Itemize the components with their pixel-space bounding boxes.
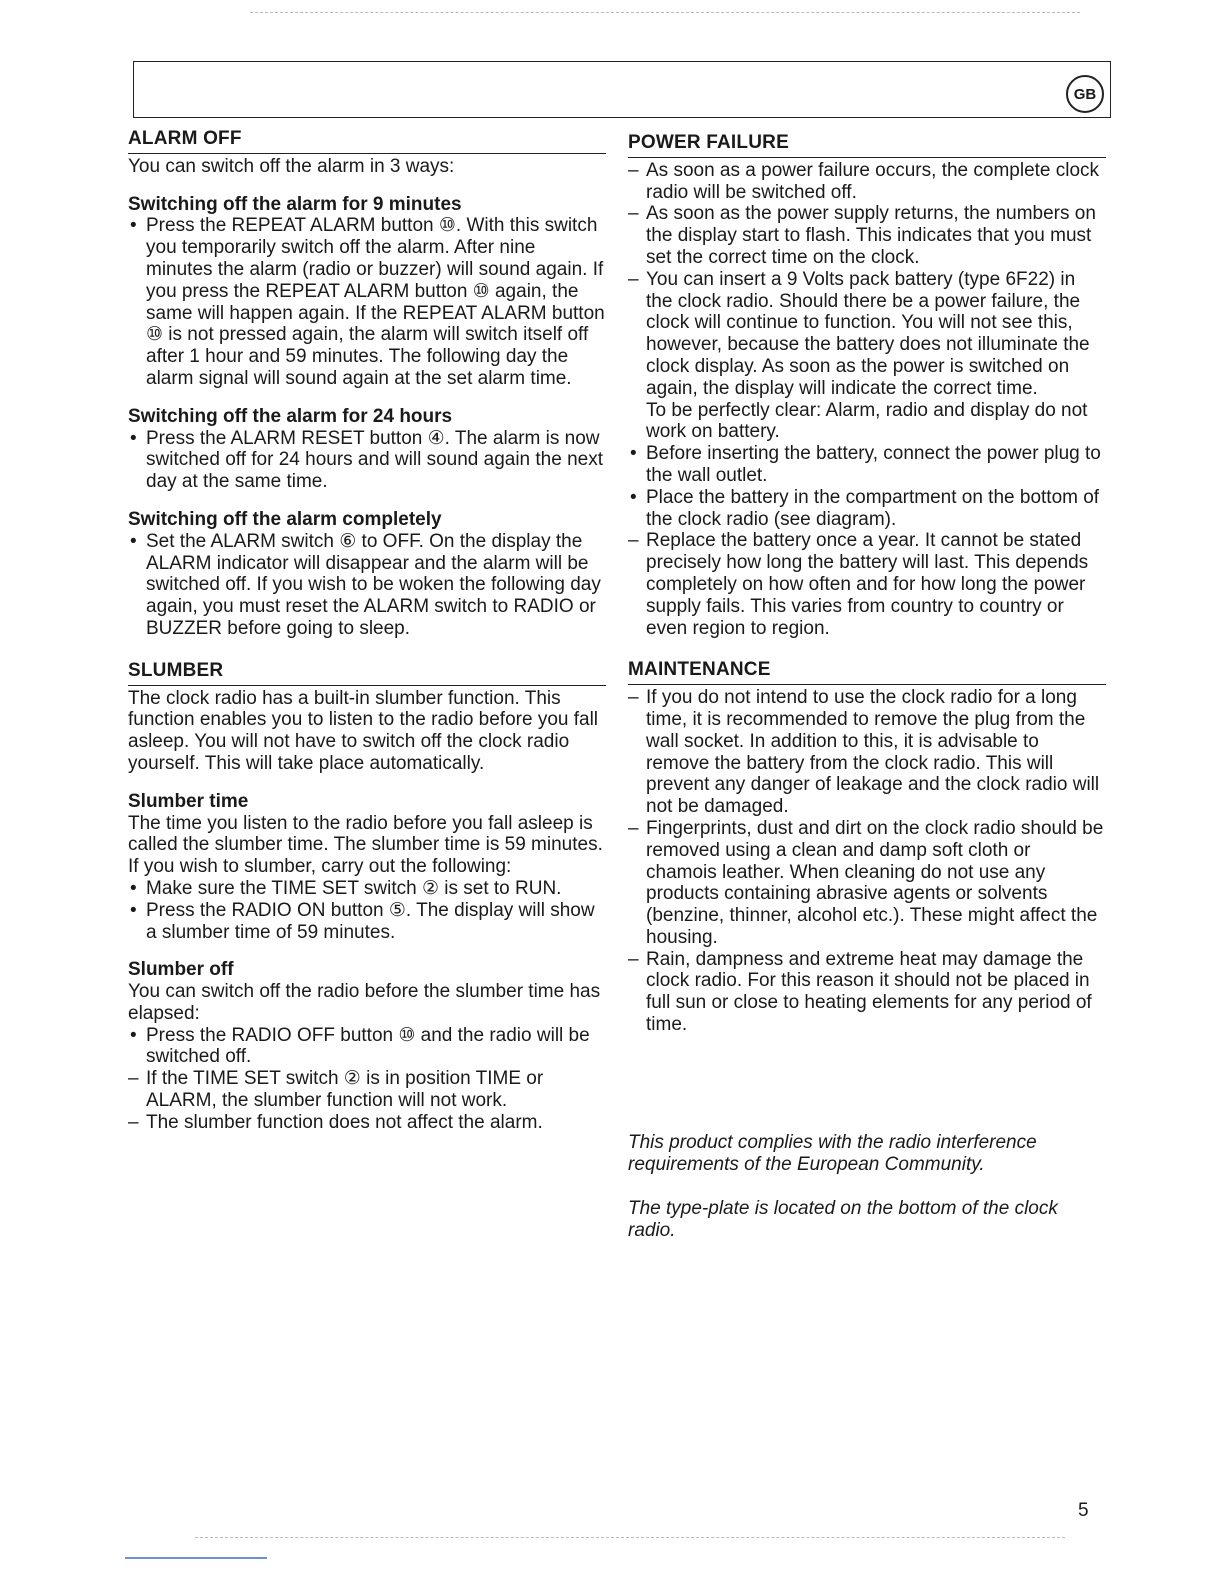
header-box [133, 61, 1111, 118]
slumber-heading: SLUMBER [128, 660, 606, 686]
power-failure-bullet2: • Place the battery in the compartment on the bottom of the clock radio (see diagram). [628, 487, 1106, 531]
maintenance-dash2: – Fingerprints, dust and dirt on the clock radio should be removed using a clean and damp soft cloth or chamois leather. When cleaning do not use any products containing abrasive agents or solvents (benzine, thinner, alcohol etc.). These might affect the housing. [628, 818, 1106, 949]
right-column [628, 132, 1106, 1036]
slumber-time-bullet1: • Make sure the TIME SET switch ② is set to RUN. [128, 878, 606, 900]
power-failure-bullet1: • Before inserting the battery, connect the power plug to the wall outlet. [628, 443, 1106, 487]
slumber-off-heading: Slumber off [128, 959, 234, 981]
maintenance-dash3: – Rain, dampness and extreme heat may damage the clock radio. For this reason it should not be placed in full sun or close to heating elements for any period of time. [628, 949, 1106, 1036]
typeplate-note: The type-plate is located on the bottom of the clock radio. [628, 1198, 1058, 1241]
slumber-time-heading: Slumber time [128, 790, 249, 812]
slumber-off-bullet: • Press the RADIO OFF button ⑩ and the radio will be switched off. [128, 1025, 606, 1069]
power-failure-note: To be perfectly clear: Alarm, radio and display do not work on battery. [646, 399, 1088, 443]
maintenance-dash1: – If you do not intend to use the clock radio for a long time, it is recommended to remove the plug from the wall socket. In addition to this, it is advisable to remove the battery from the clock radio. This will prevent any danger of leakage and the clock radio will not be damaged. [628, 687, 1106, 818]
power-failure-dash3: – You can insert a 9 Volts pack battery (type 6F22) in the clock radio. Should there be a power failure, the clock will continue to function. You will not see this, however, because the battery does not illuminate the clock display. As soon as the power is switched on again, the display will indicate the correct time. [628, 269, 1106, 400]
blue-underline-artifact [125, 1557, 267, 1559]
completely-bullet: • Set the ALARM switch ⑥ to OFF. On the display the ALARM indicator will disappear and the alarm will be switched off. If you wish to be woken the following day again, you must reset the ALARM switch to RADIO or BUZZER before going to sleep. [128, 531, 606, 640]
left-column [128, 128, 606, 1134]
slumber-time-bullet2: • Press the RADIO ON button ⑤. The display will show a slumber time of 59 minutes. [128, 900, 606, 944]
slumber-time-text1: The time you listen to the radio before you fall asleep is called the slumber time. The slumber time is 59 minutes. [128, 812, 603, 856]
slumber-off-text: You can switch off the radio before the slumber time has elapsed: [128, 981, 601, 1024]
scan-artifact-bottom [195, 1537, 1065, 1538]
power-failure-dash4: – Replace the battery once a year. It cannot be stated precisely how long the battery will last. This depends completely on how often and for how long the power supply fails. This varies from country to country or even region to region. [628, 530, 1106, 639]
power-failure-dash1: – As soon as a power failure occurs, the complete clock radio will be switched off. [628, 160, 1106, 204]
slumber-intro: The clock radio has a built-in slumber function. This function enables you to listen to the radio before you fall asleep. You will not have to switch off the clock radio yourself. This will take place automatically. [128, 687, 599, 774]
scan-artifact-top [250, 12, 1080, 13]
twentyfour-hours-bullet: • Press the ALARM RESET button ④. The alarm is now switched off for 24 hours and will sound again the next day at the same time. [128, 428, 606, 493]
completely-heading: Switching off the alarm completely [128, 508, 442, 530]
maintenance-heading: MAINTENANCE [628, 659, 1106, 685]
nine-minutes-heading: Switching off the alarm for 9 minutes [128, 193, 462, 215]
slumber-off-dash2: – The slumber function does not affect the alarm. [128, 1112, 606, 1134]
compliance-note: This product complies with the radio interference requirements of the European Community. [628, 1132, 1037, 1175]
slumber-time-text2: If you wish to slumber, carry out the following: [128, 856, 512, 878]
gb-language-badge: GB [1066, 75, 1104, 113]
page-number: 5 [1078, 1500, 1089, 1521]
slumber-off-dash1: – If the TIME SET switch ② is in position TIME or ALARM, the slumber function will not work. [128, 1068, 606, 1112]
twentyfour-hours-heading: Switching off the alarm for 24 hours [128, 405, 453, 427]
alarm-off-intro: You can switch off the alarm in 3 ways: [128, 155, 455, 177]
power-failure-heading: POWER FAILURE [628, 132, 1106, 158]
nine-minutes-bullet: • Press the REPEAT ALARM button ⑩. With this switch you temporarily switch off the alarm. After nine minutes the alarm (radio or buzzer) will sound again. If you press the REPEAT ALARM button ⑩ again, the same will happen again. If the REPEAT ALARM button ⑩ is not pressed again, the alarm will switch itself off after 1 hour and 59 minutes. The following day the alarm signal will sound again at the set alarm time. [128, 215, 606, 389]
alarm-off-heading: ALARM OFF [128, 128, 606, 154]
power-failure-dash2: – As soon as the power supply returns, the numbers on the display start to flash. This indicates that you must set the correct time on the clock. [628, 203, 1106, 268]
